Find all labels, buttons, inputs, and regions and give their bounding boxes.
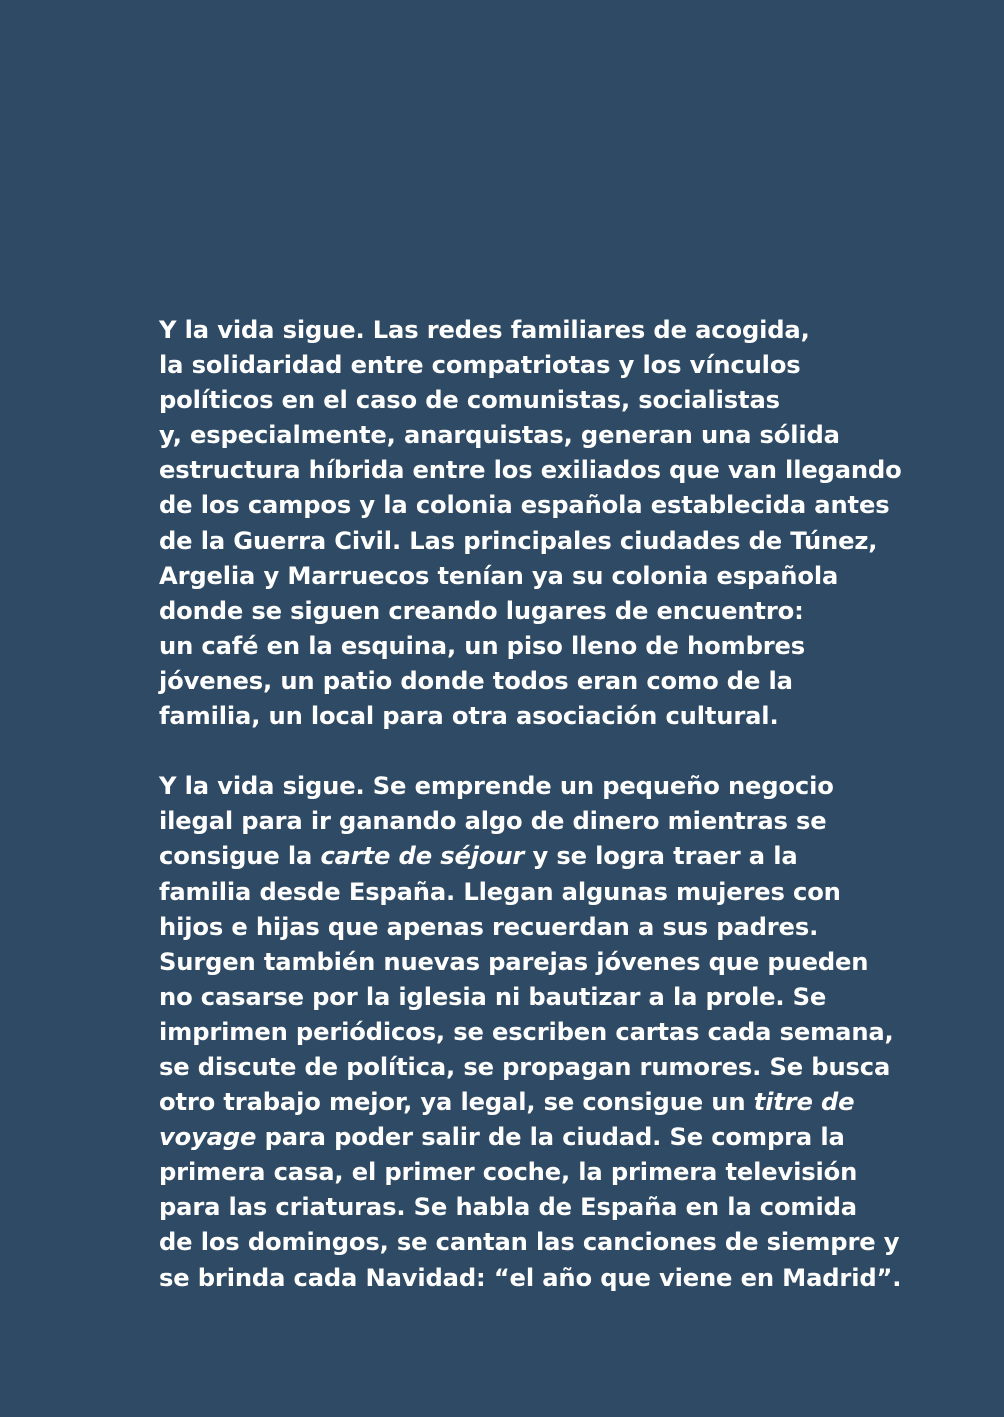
text-line	[159, 1085, 939, 1120]
text-segment: de los domingos, se cantan las canciones de siempre y	[159, 1228, 900, 1257]
text-segment: no casarse por la iglesia ni bautizar a la prole. Se	[159, 982, 827, 1011]
italic-term: voyage	[159, 1123, 257, 1152]
text-line	[159, 383, 939, 418]
text-line	[159, 488, 939, 523]
text-segment: se discute de política, se propagan rumores. Se busca	[159, 1052, 891, 1081]
text-line	[159, 1190, 939, 1225]
text-segment: jóvenes, un patio donde todos eran como de la	[159, 666, 793, 695]
text-line	[159, 910, 939, 945]
text-line	[159, 980, 939, 1015]
text-segment: se brinda cada Navidad: “el año que viene en Madrid”.	[159, 1263, 902, 1292]
body-text	[159, 313, 939, 1296]
text-line	[159, 418, 939, 453]
text-segment: ilegal para ir ganando algo de dinero mientras se	[159, 807, 827, 836]
text-line	[159, 769, 939, 804]
text-segment: políticos en el caso de comunistas, socialistas	[159, 386, 780, 415]
text-line	[159, 524, 939, 559]
text-segment: de la Guerra Civil. Las principales ciudades de Túnez,	[159, 526, 878, 555]
text-line	[159, 1225, 939, 1260]
text-segment: familia desde España. Llegan algunas mujeres con	[159, 877, 841, 906]
text-segment: hijos e hijas que apenas recuerdan a sus padres.	[159, 912, 819, 941]
text-line	[159, 664, 939, 699]
text-line	[159, 453, 939, 488]
text-line	[159, 559, 939, 594]
text-segment: otro trabajo mejor, ya legal, se consigue un	[159, 1088, 754, 1117]
text-segment: Y la vida sigue. Se emprende un pequeño negocio	[159, 772, 834, 801]
text-line	[159, 699, 939, 734]
text-segment: familia, un local para otra asociación cultural.	[159, 702, 779, 731]
text-line	[159, 1120, 939, 1155]
text-segment: Y la vida sigue. Las redes familiares de acogida,	[159, 316, 810, 344]
text-segment: un café en la esquina, un piso lleno de hombres	[159, 631, 806, 660]
text-line	[159, 594, 939, 629]
text-segment: consigue la	[159, 842, 321, 871]
text-segment: para poder salir de la ciudad. Se compra la	[256, 1123, 845, 1152]
text-segment: para las criaturas. Se habla de España en la comida	[159, 1193, 857, 1222]
text-line	[159, 348, 939, 383]
text-line	[159, 1261, 939, 1296]
text-segment: primera casa, el primer coche, la primera televisión	[159, 1158, 858, 1187]
text-line	[159, 1155, 939, 1190]
italic-term: titre de	[753, 1088, 855, 1117]
italic-term: carte de séjour	[320, 842, 525, 871]
text-line	[159, 875, 939, 910]
text-segment: y, especialmente, anarquistas, generan una sólida	[159, 421, 840, 450]
text-line	[159, 839, 939, 874]
text-line	[159, 1050, 939, 1085]
text-segment: imprimen periódicos, se escriben cartas cada semana,	[159, 1017, 894, 1046]
paragraph	[159, 769, 939, 1295]
text-segment: donde se siguen creando lugares de encuentro:	[159, 596, 804, 625]
text-line	[159, 313, 939, 348]
text-segment: Surgen también nuevas parejas jóvenes que pueden	[159, 947, 869, 976]
text-segment: estructura híbrida entre los exiliados que van llegando	[159, 456, 902, 485]
text-segment: y se logra traer a la	[524, 842, 798, 871]
text-segment: de los campos y la colonia española establecida antes	[159, 491, 890, 520]
text-line	[159, 804, 939, 839]
text-line	[159, 945, 939, 980]
text-line	[159, 629, 939, 664]
text-segment: Argelia y Marruecos tenían ya su colonia española	[159, 561, 839, 590]
text-segment: la solidaridad entre compatriotas y los vínculos	[159, 351, 801, 380]
paragraph	[159, 313, 939, 734]
text-line	[159, 1015, 939, 1050]
